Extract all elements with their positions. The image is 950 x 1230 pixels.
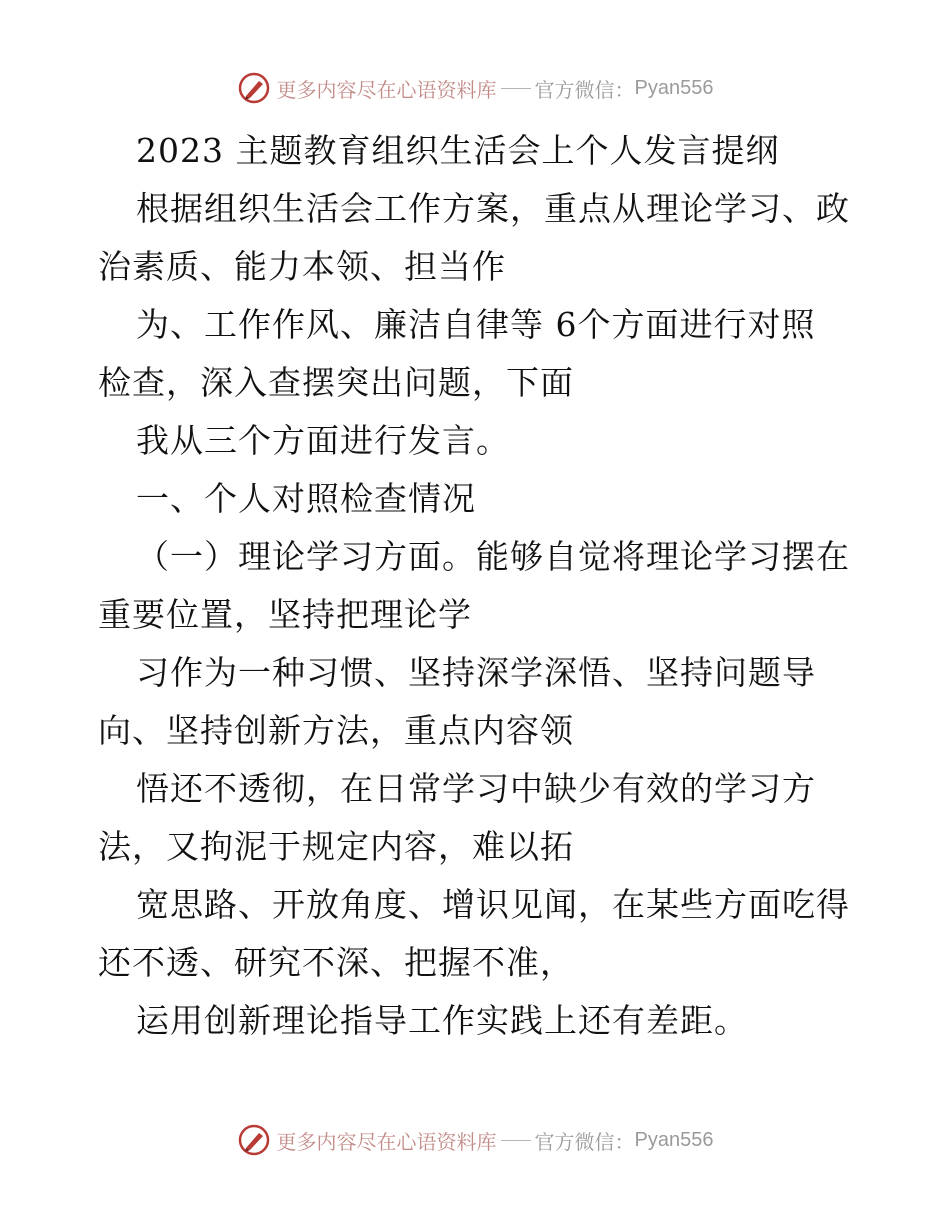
paragraph-line: 宽思路、开放角度、增识见闻，在某些方面吃得 bbox=[136, 885, 850, 924]
paragraph-line: 为、工作作风、廉洁自律等 6个方面进行对照 bbox=[136, 305, 816, 344]
document-title: 2023 主题教育组织生活会上个人发言提纲 bbox=[136, 131, 780, 170]
pen-logo-icon bbox=[237, 71, 271, 105]
paragraph-line: 向、坚持创新方法，重点内容领 bbox=[98, 711, 574, 750]
paragraph-line: 还不透、研究不深、把握不准， bbox=[98, 943, 574, 982]
pen-logo-icon bbox=[237, 1123, 271, 1157]
watermark-text: 更多内容尽在心语资料库 bbox=[276, 1129, 497, 1154]
watermark-dash bbox=[501, 88, 531, 89]
watermark-label: 官方微信： bbox=[534, 1129, 635, 1154]
paragraph-line: 悟还不透彻，在日常学习中缺少有效的学习方 bbox=[136, 769, 816, 808]
watermark-dash bbox=[501, 1140, 531, 1141]
watermark-account: Pyan556 bbox=[634, 1128, 714, 1151]
paragraph-line: 重要位置，坚持把理论学 bbox=[98, 595, 472, 634]
paragraph-line: 我从三个方面进行发言。 bbox=[136, 421, 510, 460]
paragraph-line: 检查，深入查摆突出问题，下面 bbox=[98, 363, 574, 402]
section-heading: 一、个人对照检查情况 bbox=[136, 479, 476, 518]
watermark-account: Pyan556 bbox=[634, 76, 714, 99]
paragraph-line: 根据组织生活会工作方案，重点从理论学习、政 bbox=[136, 189, 850, 228]
document-body bbox=[98, 122, 858, 1050]
paragraph-line: 运用创新理论指导工作实践上还有差距。 bbox=[136, 1001, 748, 1040]
paragraph-line: （一）理论学习方面。能够自觉将理论学习摆在 bbox=[136, 537, 850, 576]
paragraph-line: 治素质、能力本领、担当作 bbox=[98, 247, 506, 286]
paragraph-line: 法，又拘泥于规定内容，难以拓 bbox=[98, 827, 574, 866]
footer-watermark bbox=[0, 1120, 950, 1160]
paragraph-line: 习作为一种习惯、坚持深学深悟、坚持问题导 bbox=[136, 653, 816, 692]
watermark-label: 官方微信： bbox=[534, 77, 635, 102]
watermark-text: 更多内容尽在心语资料库 bbox=[276, 77, 497, 102]
header-watermark bbox=[0, 68, 950, 108]
